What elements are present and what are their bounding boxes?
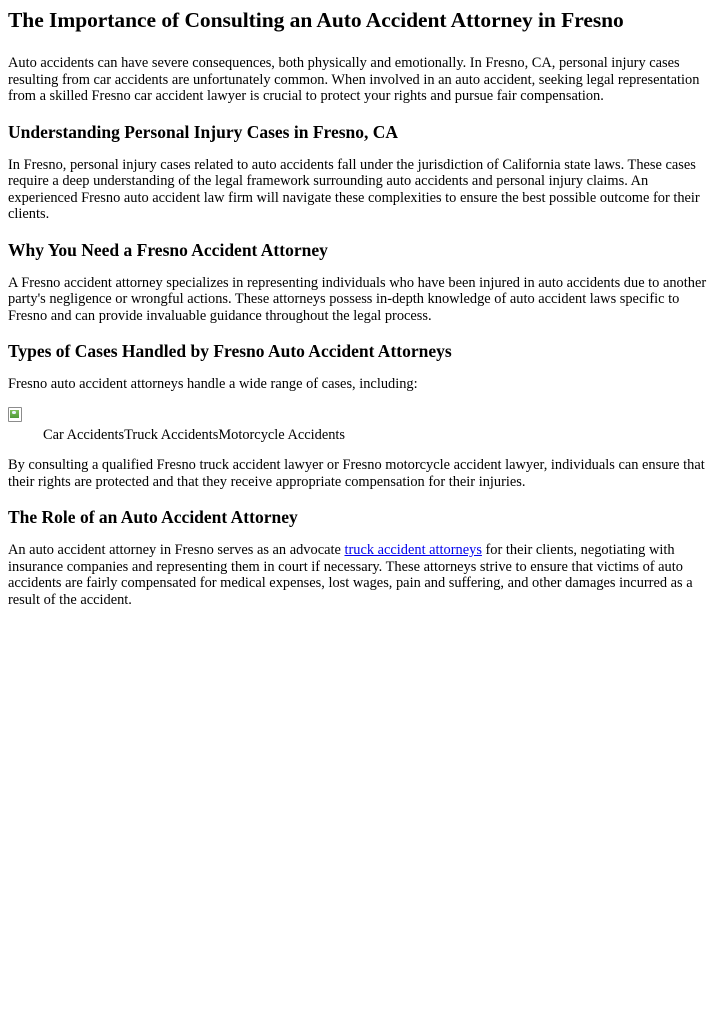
role-text-before-link: An auto accident attorney in Fresno serves as an advocate (8, 542, 345, 558)
section-body-why: A Fresno accident attorney specializes in representing individuals who have been injured in auto accidents due to another party's negligence or wrongful actions. These attorneys possess in-depth knowledge of auto accident laws specific to Fresno and can provide invaluable guidance throughout the legal process. (8, 274, 707, 324)
section-body-understanding: In Fresno, personal injury cases related to auto accidents fall under the jurisdiction of California state laws. These cases require a deep understanding of the legal framework surrounding auto accidents and personal injury claims. An experienced Fresno auto accident law firm will navigate these complexities to ensure the best possible outcome for their clients. (8, 156, 700, 222)
list-item: Car Accidents (43, 426, 125, 443)
page-title: The Importance of Consulting an Auto Accident Attorney in Fresno (8, 8, 624, 32)
section-heading-understanding: Understanding Personal Injury Cases in Fresno, CA (8, 121, 399, 142)
section-heading-types: Types of Cases Handled by Fresno Auto Accident Attorneys (8, 341, 452, 361)
section-heading-why: Why You Need a Fresno Accident Attorney (8, 239, 328, 260)
article (0, 6, 720, 608)
role-text-after-link: for their clients, negotiating with insurance companies and representing them in court if necessary. These attorneys strive to ensure that victims of auto accidents are fairly compensated for medical expenses, lost wages, pain and suffering, and other damages incurred as a result of the accident. (8, 542, 693, 608)
section-heading-role: The Role of an Auto Accident Attorney (8, 507, 298, 527)
case-type-list (8, 427, 712, 444)
image-container (8, 407, 712, 427)
section-body-types: Fresno auto accident attorneys handle a wide range of cases, including: (8, 376, 418, 392)
section-body-role (8, 542, 712, 608)
list-item: Motorcycle Accidents (218, 426, 346, 443)
section-body-types-after: By consulting a qualified Fresno truck accident lawyer or Fresno motorcycle accident lawyer, individuals can ensure that their rights are protected and that they receive appropriate compensation for their injuries. (8, 457, 705, 490)
list-item: Truck Accidents (124, 426, 219, 443)
intro-paragraph: Auto accidents can have severe consequences, both physically and emotionally. In Fresno, CA, personal injury cases resulting from car accidents are unfortunately common. When involved in an auto accident, seeking legal representation from a skilled Fresno car accident lawyer is crucial to protect your rights and pursue fair compensation. (8, 55, 700, 104)
broken-image-icon (8, 407, 22, 421)
truck-accident-attorneys-link[interactable]: truck accident attorneys (344, 542, 482, 558)
